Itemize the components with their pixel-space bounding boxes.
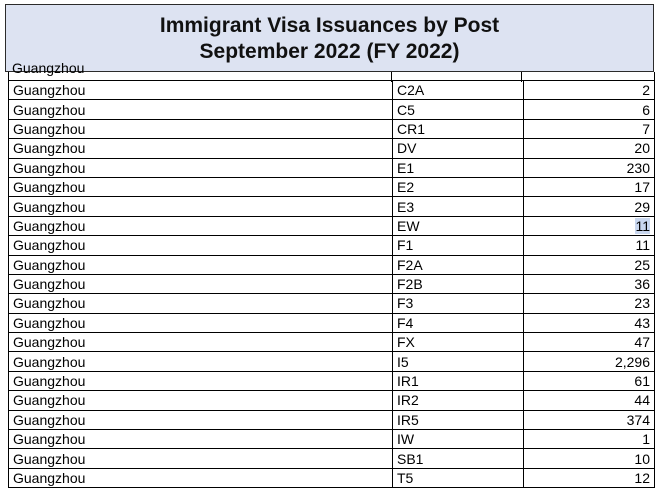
table-row[interactable] — [9, 197, 655, 216]
visa-class-cell[interactable]: E2 — [393, 177, 524, 196]
visa-class-cell[interactable]: SB1 — [393, 449, 524, 468]
table-row[interactable] — [9, 236, 655, 255]
table-row[interactable] — [9, 177, 655, 196]
issuances-cell[interactable] — [524, 352, 655, 371]
issuances-value: 29 — [634, 198, 650, 215]
issuances-value: 44 — [634, 392, 650, 409]
issuances-value: 25 — [634, 256, 650, 273]
post-cell[interactable]: Guangzhou — [9, 430, 393, 449]
issuances-value: 43 — [634, 314, 650, 331]
issuances-value: 23 — [634, 295, 650, 312]
visa-class-cell[interactable]: IW — [393, 430, 524, 449]
issuances-cell[interactable] — [524, 294, 655, 313]
post-cell[interactable]: Guangzhou — [9, 468, 393, 487]
visa-class-cell[interactable]: EW — [393, 216, 524, 235]
visa-class-cell[interactable]: F2A — [393, 255, 524, 274]
post-cell[interactable]: Guangzhou — [9, 294, 393, 313]
issuances-value: 47 — [634, 334, 650, 351]
table-row[interactable] — [9, 410, 655, 429]
post-cell[interactable]: Guangzhou — [9, 216, 393, 235]
issuances-cell[interactable] — [524, 81, 655, 100]
post-cell[interactable]: Guangzhou — [9, 333, 393, 352]
table-row[interactable] — [9, 139, 655, 158]
post-cell[interactable]: Guangzhou — [9, 100, 393, 119]
post-cell[interactable]: Guangzhou — [9, 410, 393, 429]
issuances-value: 36 — [634, 276, 650, 293]
issuances-cell[interactable] — [524, 313, 655, 332]
table-row[interactable] — [9, 255, 655, 274]
post-cell[interactable]: Guangzhou — [9, 81, 393, 100]
issuances-cell[interactable] — [524, 391, 655, 410]
visa-class-cell[interactable]: C5 — [393, 100, 524, 119]
issuances-value: 11 — [635, 217, 650, 234]
table-row[interactable] — [9, 216, 655, 235]
issuances-value: 230 — [626, 159, 650, 176]
issuances-cell[interactable] — [524, 333, 655, 352]
table-row[interactable] — [9, 274, 655, 293]
post-cell[interactable]: Guangzhou — [9, 177, 393, 196]
issuances-cell[interactable] — [524, 468, 655, 487]
issuances-value: 1 — [642, 431, 650, 448]
visa-class-cell[interactable]: F2B — [393, 274, 524, 293]
table-row[interactable] — [9, 119, 655, 138]
post-cell[interactable]: Guangzhou — [9, 313, 393, 332]
visa-class-cell[interactable]: IR1 — [393, 371, 524, 390]
table-row[interactable] — [9, 352, 655, 371]
issuances-cell[interactable] — [524, 255, 655, 274]
issuances-cell[interactable] — [524, 274, 655, 293]
post-cell[interactable]: Guangzhou — [9, 371, 393, 390]
table-row[interactable] — [9, 100, 655, 119]
post-cell[interactable]: Guangzhou — [9, 274, 393, 293]
visa-class-cell[interactable]: C2A — [393, 81, 524, 100]
issuances-cell[interactable] — [524, 139, 655, 158]
issuances-value: 2 — [642, 82, 650, 99]
issuances-value: 61 — [634, 373, 650, 390]
issuances-cell[interactable] — [524, 197, 655, 216]
issuance-table-region — [8, 60, 655, 490]
post-cell[interactable]: Guangzhou — [9, 158, 393, 177]
post-cell[interactable]: Guangzhou — [9, 255, 393, 274]
table-row[interactable] — [9, 468, 655, 487]
report-subtitle: September 2022 (FY 2022) — [199, 40, 460, 63]
post-cell[interactable]: Guangzhou — [9, 352, 393, 371]
table-row[interactable] — [9, 391, 655, 410]
table-row[interactable] — [9, 449, 655, 468]
issuances-cell[interactable] — [524, 236, 655, 255]
table-row[interactable] — [9, 313, 655, 332]
visa-class-cell[interactable]: I5 — [393, 352, 524, 371]
post-cell[interactable]: Guangzhou — [9, 449, 393, 468]
issuances-value: 11 — [635, 237, 650, 254]
post-cell[interactable]: Guangzhou — [9, 119, 393, 138]
issuances-cell[interactable] — [524, 100, 655, 119]
table-row[interactable] — [9, 333, 655, 352]
visa-class-cell[interactable]: CR1 — [393, 119, 524, 138]
visa-class-cell[interactable]: IR5 — [393, 410, 524, 429]
issuances-cell[interactable] — [524, 371, 655, 390]
issuances-cell[interactable] — [524, 449, 655, 468]
issuances-value: 10 — [634, 450, 650, 467]
issuances-cell[interactable] — [524, 410, 655, 429]
clipped-post-cell: Guangzhou — [12, 60, 85, 76]
table-row[interactable] — [9, 371, 655, 390]
issuances-value: 6 — [642, 101, 650, 118]
visa-class-cell[interactable]: F3 — [393, 294, 524, 313]
table-row[interactable] — [9, 294, 655, 313]
table-row[interactable] — [9, 158, 655, 177]
report-header — [5, 4, 654, 72]
visa-class-cell[interactable]: F4 — [393, 313, 524, 332]
post-cell[interactable]: Guangzhou — [9, 197, 393, 216]
issuances-value: 17 — [634, 179, 650, 196]
issuances-cell[interactable] — [524, 430, 655, 449]
visa-class-cell[interactable]: IR2 — [393, 391, 524, 410]
visa-class-cell[interactable]: DV — [393, 139, 524, 158]
issuances-value: 7 — [642, 120, 650, 137]
visa-class-cell[interactable]: FX — [393, 333, 524, 352]
visa-class-cell[interactable]: F1 — [393, 236, 524, 255]
issuances-cell[interactable] — [524, 158, 655, 177]
issuances-value: 2,296 — [614, 353, 650, 370]
issuances-cell[interactable] — [524, 216, 655, 235]
issuances-value: 12 — [634, 470, 650, 486]
post-cell[interactable]: Guangzhou — [9, 236, 393, 255]
post-cell[interactable]: Guangzhou — [9, 391, 393, 410]
post-cell[interactable]: Guangzhou — [9, 139, 393, 158]
report-title: Immigrant Visa Issuances by Post — [159, 14, 500, 37]
issuances-value: 374 — [626, 411, 650, 428]
visa-class-cell[interactable]: E3 — [393, 197, 524, 216]
issuance-table — [8, 80, 655, 488]
issuances-value: 20 — [634, 140, 650, 157]
visa-class-cell[interactable]: T5 — [393, 468, 524, 487]
visa-class-cell[interactable]: E1 — [393, 158, 524, 177]
table-row[interactable] — [9, 430, 655, 449]
issuances-cell[interactable] — [524, 177, 655, 196]
issuances-cell[interactable] — [524, 119, 655, 138]
table-row[interactable] — [9, 81, 655, 100]
